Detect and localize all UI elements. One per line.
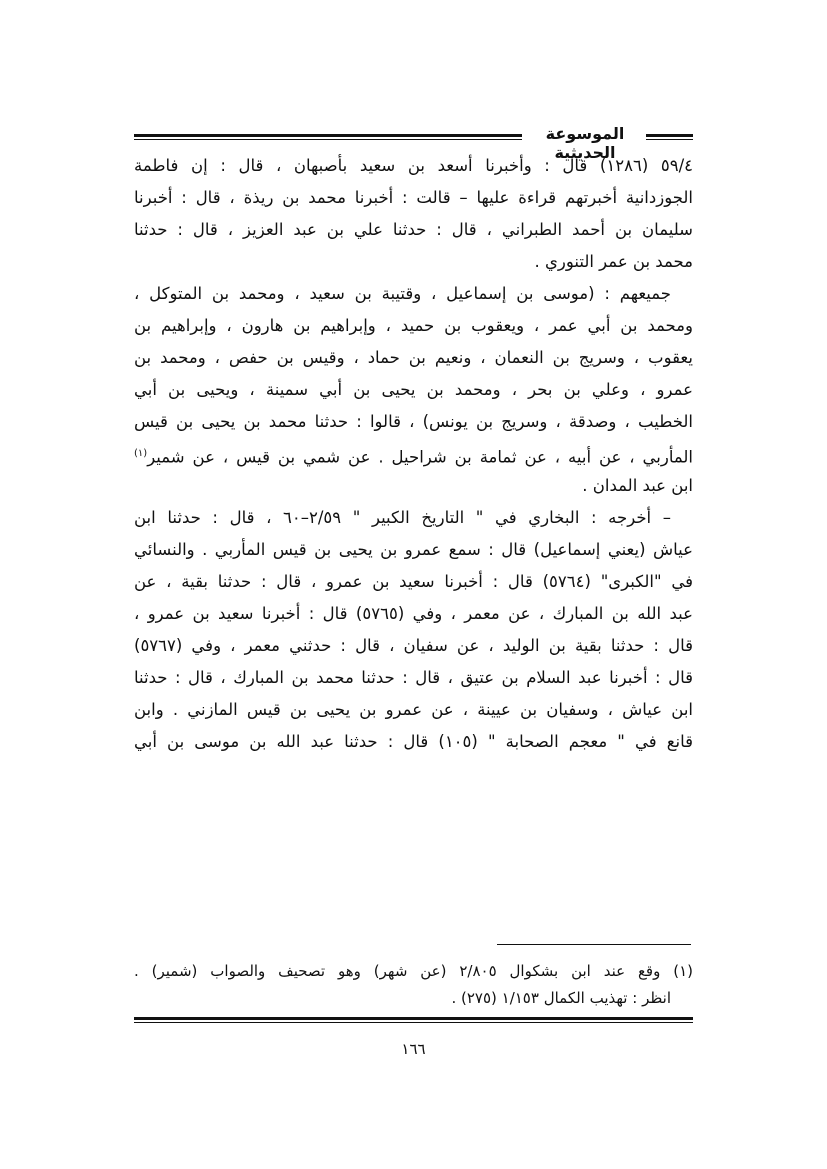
running-header [134,124,693,162]
text-line: عمرو ، وعلي بن بحر ، ومحمد بن يحيى بن أبي سمينة ، ويحيى بن أبي [134,380,693,399]
header-rule-left [134,134,522,140]
footnote-reference: (١) [134,448,148,459]
text-line: ومحمد بن أبي عمر ، ويعقوب بن حميد ، وإبراهيم بن هارون ، وإبراهيم بن [134,316,693,335]
text-line-with-footnote [134,438,693,470]
page-number: ١٦٦ [401,1040,426,1058]
footnotes [134,958,693,1012]
header-rule-right [646,134,693,140]
text-line: قانع في " معجم الصحابة " (١٠٥) قال : حدثنا عبد الله بن موسى بن أبي [134,732,693,751]
text-line: عياش (يعني إسماعيل) قال : سمع عمرو بن يحيى بن قيس المأربي . والنسائي [134,540,693,559]
header-title: الموسوعة الحديثية [545,124,625,162]
text-line: المأربي ، عن أبيه ، عن ثمامة بن شراحيل . عن شمي بن قيس ، عن شمير [147,447,693,467]
text-line: سليمان بن أحمد الطبراني ، قال : حدثنا علي بن عبد العزيز ، قال : حدثنا [134,220,693,239]
text-line: ٥٩/٤ (١٢٨٦) قال : وأخبرنا أسعد بن سعيد بأصبهان ، قال : إن فاطمة [134,156,693,175]
text-line: جميعهم : (موسى بن إسماعيل ، وقتيبة بن سعيد ، ومحمد بن المتوكل ، [134,284,671,303]
text-line: ابن عبد المدان . [582,476,693,495]
text-line: الخطيب ، وصدقة ، وسريج بن يونس) ، قالوا : حدثنا محمد بن يحيى بن قيس [134,412,693,431]
text-line: محمد بن عمر التنوري . [534,252,693,271]
text-line: يعقوب ، وسريج بن النعمان ، ونعيم بن حماد ، وقيس بن حفص ، ومحمد بن [134,348,693,367]
text-line: – أخرجه : البخاري في " التاريخ الكبير " ٢/٥٩–٦٠ ، قال : حدثنا ابن [134,508,671,527]
footer-rule [134,1017,693,1023]
text-line: ابن عياش ، وسفيان بن عيينة ، عن عمرو بن يحيى بن قيس المازني . وابن [134,700,693,719]
text-line: عبد الله بن المبارك ، عن معمر ، وفي (٥٧٦٥) قال : أخبرنا سعيد بن عمرو ، [134,604,693,623]
footnote-line: انظر : تهذيب الكمال ١/١٥٣ (٢٧٥) . [451,989,671,1007]
footnote-line: (١) وقع عند ابن بشكوال ٢/٨٠٥ (عن شهر) وهو تصحيف والصواب (شمير) . [134,962,693,980]
text-line: في "الكبرى" (٥٧٦٤) قال : أخبرنا سعيد بن عمرو ، قال : حدثنا بقية ، عن [134,572,693,591]
text-line: قال : حدثنا بقية بن الوليد ، عن سفيان ، قال : حدثني معمر ، وفي (٥٧٦٧) [134,636,693,655]
footnote-separator [497,944,691,945]
text-line: الجوزدانية أخبرتهم قراءة عليها – قالت : أخبرنا محمد بن ريذة ، قال : أخبرنا [134,188,693,207]
main-text [134,150,693,758]
text-line: قال : أخبرنا عبد السلام بن عتيق ، قال : حدثنا محمد بن المبارك ، قال : حدثنا [134,668,693,687]
